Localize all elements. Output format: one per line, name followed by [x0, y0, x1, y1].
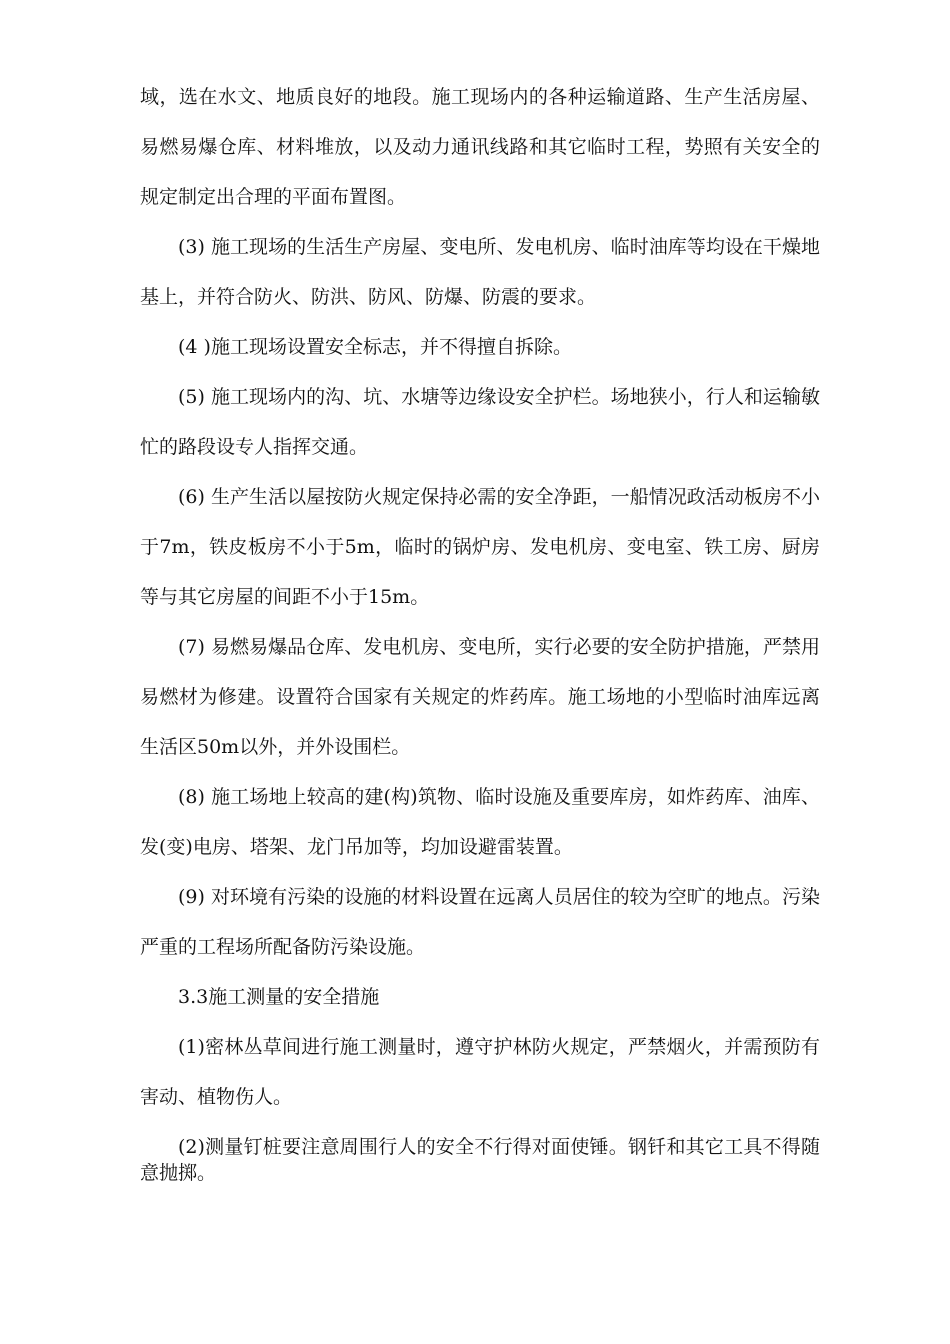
paragraph-item-3: (3) 施工现场的生活生产房屋、变电所、发电机房、临时油库等均设在干燥地基上，并符合防火、防洪、防风、防爆、防震的要求。	[140, 236, 820, 308]
paragraph-item-8: (8) 施工场地上较高的建(构)筑物、临时设施及重要库房，如炸药库、油库、发(变)电房、塔架、龙门吊加等，均加设避雷装置。	[140, 786, 820, 858]
paragraph-item-9: (9) 对环境有污染的设施的材料设置在远离人员居住的较为空旷的地点。污染严重的工程场所配备防污染设施。	[140, 886, 820, 958]
document-page	[140, 72, 820, 1186]
paragraph-item-5: (5) 施工现场内的沟、坑、水塘等边缘设安全护栏。场地狭小，行人和运输敏忙的路段设专人指挥交通。	[140, 386, 820, 458]
paragraph-survey-2: (2)测量钉桩要注意周围行人的安全不行得对面使锤。钢钎和其它工具不得随意抛掷。	[140, 1136, 820, 1184]
section-heading-3-3: 3.3施工测量的安全措施	[178, 986, 380, 1008]
paragraph-site-layout: 域，选在水文、地质良好的地段。施工现场内的各种运输道路、生产生活房屋、易燃易爆仓库、材料堆放，以及动力通讯线路和其它临时工程，势照有关安全的规定制定出合理的平面布置图。	[140, 86, 820, 208]
paragraph-survey-1: (1)密林丛草间进行施工测量时，遵守护林防火规定，严禁烟火，并需预防有害动、植物伤人。	[140, 1036, 820, 1108]
paragraph-item-7: (7) 易燃易爆品仓库、发电机房、变电所，实行必要的安全防护措施，严禁用易燃材为修建。设置符合国家有关规定的炸药库。施工场地的小型临时油库远离生活区50m以外，并外设围栏。	[140, 636, 820, 758]
paragraph-item-4: (4 )施工现场设置安全标志，并不得擅自拆除。	[178, 336, 572, 358]
paragraph-item-6: (6) 生产生活以屋按防火规定保持必需的安全净距，一船情况政活动板房不小于7m，铁皮板房不小于5m，临时的锅炉房、发电机房、变电室、铁工房、厨房等与其它房屋的间距不小于15m。	[140, 486, 820, 608]
